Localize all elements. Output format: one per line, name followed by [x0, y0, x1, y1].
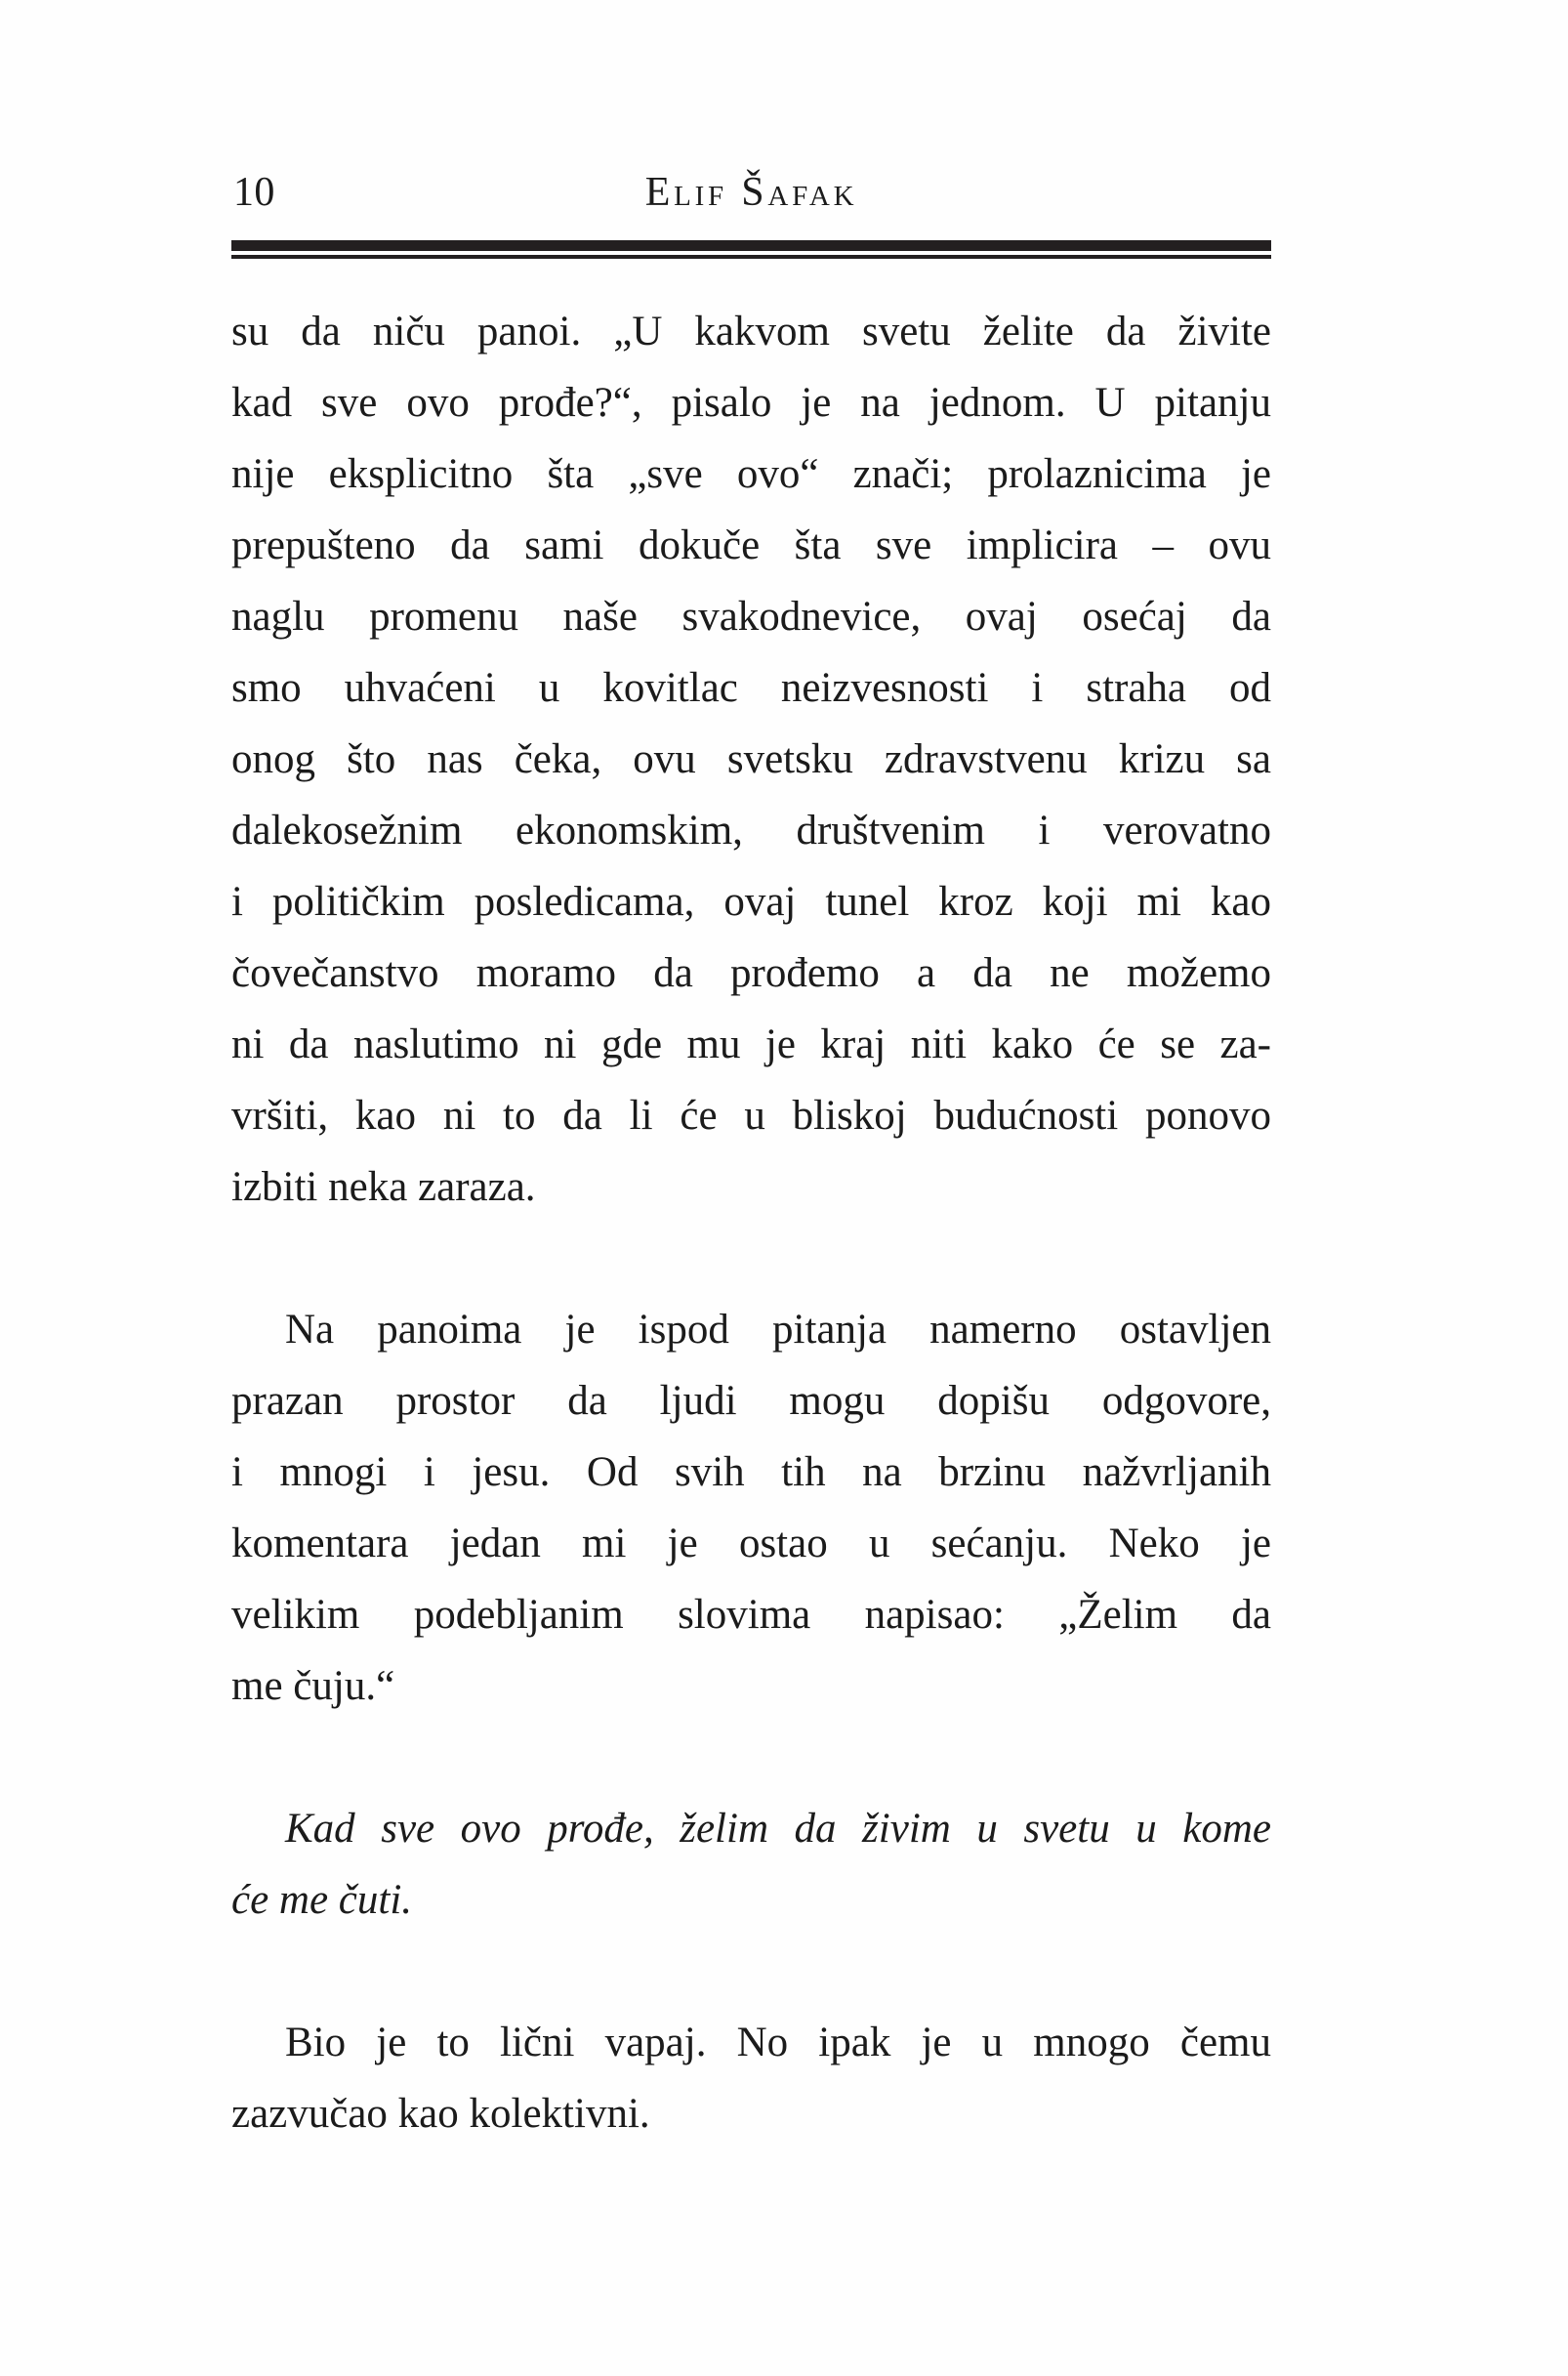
paragraph: [231, 1294, 1271, 1722]
text-line: me čuju.“: [231, 1663, 395, 1709]
text-line: naglu promenu naše svakodnevice, ovaj osećaj da: [231, 594, 1271, 640]
text-line: smo uhvaćeni u kovitlac neizvesnosti i straha od: [231, 665, 1271, 711]
running-head: [231, 168, 1271, 217]
text-line: i političkim posledicama, ovaj tunel kroz koji mi kao: [231, 879, 1271, 925]
text-line: čovečanstvo moramo da prođemo a da ne možemo: [231, 950, 1271, 996]
text-line: prepušteno da sami dokuče šta sve implicira – ovu: [231, 522, 1271, 568]
text-line: komentara jedan mi je ostao u sećanju. Neko je: [231, 1521, 1271, 1566]
page-number: 10: [233, 170, 275, 215]
text-line: su da niču panoi. „U kakvom svetu želite da živite: [231, 309, 1271, 354]
text-line: i mnogi i jesu. Od svih tih na brzinu nažvrljanih: [231, 1449, 1271, 1495]
text-line: Kad sve ovo prođe, želim da živim u svetu u kome: [285, 1806, 1271, 1852]
paragraph: [231, 1793, 1271, 1936]
text-line: ni da naslutimo ni gde mu je kraj niti kako će se za-: [231, 1021, 1271, 1067]
text-line: velikim podebljanim slovima napisao: „Želim da: [231, 1592, 1271, 1638]
text-line: onog što nas čeka, ovu svetsku zdravstvenu krizu sa: [231, 736, 1271, 782]
page-body: [231, 296, 1271, 2149]
text-line: prazan prostor da ljudi mogu dopišu odgovore,: [231, 1378, 1271, 1424]
text-line: dalekosežnim ekonomskim, društvenim i verovatno: [231, 808, 1271, 854]
header-rule-thick: [231, 240, 1271, 251]
text-line: zazvučao kao kolektivni.: [231, 2091, 650, 2137]
paragraph: [231, 296, 1271, 1223]
text-line: Na panoima je ispod pitanja namerno ostavljen: [285, 1307, 1271, 1353]
text-line: će me čuti.: [231, 1877, 413, 1923]
text-line: izbiti neka zaraza.: [231, 1164, 536, 1210]
text-line: nije eksplicitno šta „sve ovo“ znači; prolaznicima je: [231, 451, 1271, 497]
text-line: kad sve ovo prođe?“, pisalo je na jednom. U pitanju: [231, 380, 1271, 426]
paragraph: [231, 2007, 1271, 2149]
header-rule-thin: [231, 255, 1271, 259]
text-line: vršiti, kao ni to da li će u bliskoj budućnosti ponovo: [231, 1093, 1271, 1139]
page-title: Elif Šafak: [644, 170, 858, 215]
text-line: Bio je to lični vapaj. No ipak je u mnogo čemu: [285, 2020, 1271, 2065]
